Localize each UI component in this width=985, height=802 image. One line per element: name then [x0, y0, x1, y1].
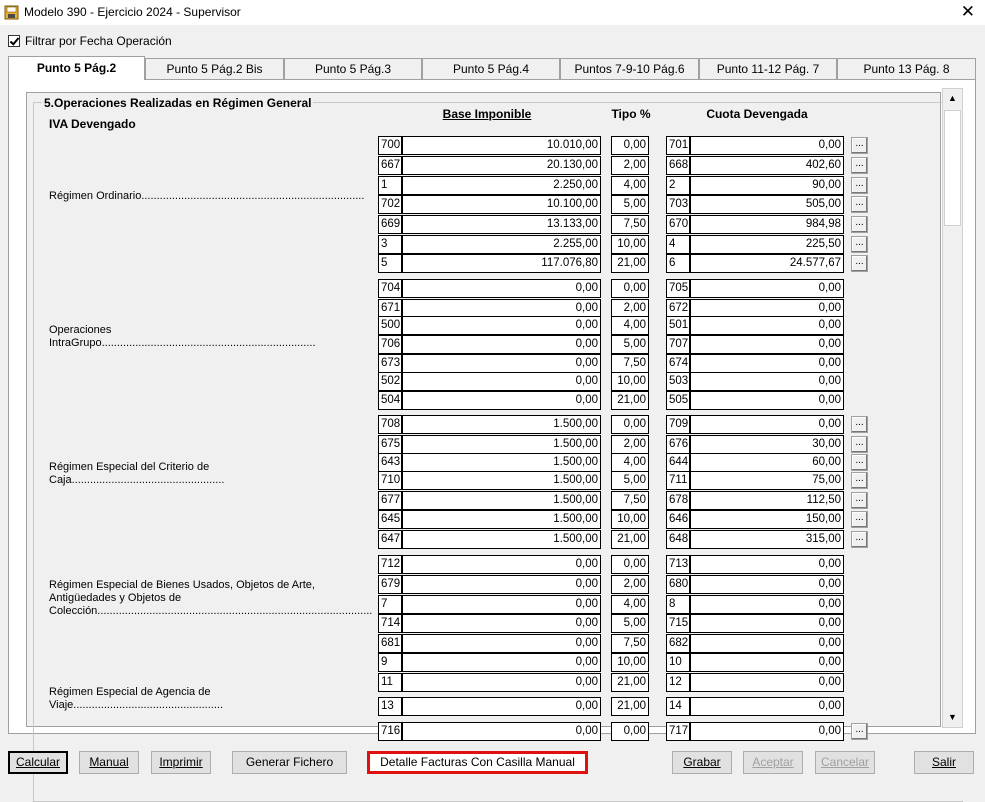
box-code: 646	[666, 510, 690, 529]
base-imponible-field[interactable]: 1.500,00	[402, 415, 601, 434]
box-code: 679	[378, 575, 402, 594]
box-code: 667	[378, 156, 402, 175]
box-code: 709	[666, 415, 690, 434]
base-imponible-field[interactable]: 0,00	[402, 391, 601, 410]
aceptar-button[interactable]: Aceptar	[743, 751, 803, 774]
base-imponible-field[interactable]: 1.500,00	[402, 435, 601, 454]
cuota-devengada-field[interactable]: 0,00	[690, 634, 844, 653]
tipo-field[interactable]: 2,00	[611, 156, 649, 175]
box-code: 500	[378, 316, 402, 335]
base-imponible-field[interactable]: 0,00	[402, 335, 601, 354]
base-imponible-field[interactable]: 2.255,00	[402, 235, 601, 254]
box-code: 711	[666, 471, 690, 490]
section-subtitle: IVA Devengado	[49, 117, 136, 131]
base-imponible-field[interactable]: 0,00	[402, 316, 601, 335]
box-code: 707	[666, 335, 690, 354]
cuota-devengada-field[interactable]: 225,50	[690, 235, 844, 254]
ellipsis-button[interactable]: ...	[851, 454, 868, 471]
box-code: 673	[378, 354, 402, 373]
tipo-field[interactable]: 0,00	[611, 555, 649, 574]
tipo-field[interactable]: 2,00	[611, 575, 649, 594]
scroll-down-icon[interactable]: ▼	[943, 708, 962, 727]
box-code: 14	[666, 697, 690, 716]
tipo-field[interactable]: 5,00	[611, 614, 649, 633]
base-imponible-field[interactable]: 1.500,00	[402, 510, 601, 529]
base-imponible-field[interactable]: 117.076,80	[402, 254, 601, 273]
box-code: 714	[378, 614, 402, 633]
label-operaciones-intragrupo: Operaciones IntraGrupo......................................................................	[49, 324, 316, 349]
tipo-field[interactable]: 4,00	[611, 316, 649, 335]
box-code: 2	[666, 176, 690, 195]
box-code: 712	[378, 555, 402, 574]
grabar-button[interactable]: Grabar	[672, 751, 732, 774]
base-imponible-field[interactable]: 0,00	[402, 299, 601, 318]
base-imponible-field[interactable]: 2.250,00	[402, 176, 601, 195]
cuota-devengada-field[interactable]: 0,00	[690, 595, 844, 614]
tipo-field[interactable]: 2,00	[611, 299, 649, 318]
tipo-field[interactable]: 0,00	[611, 722, 649, 741]
base-imponible-field[interactable]: 13.133,00	[402, 215, 601, 234]
cuota-devengada-field[interactable]: 0,00	[690, 316, 844, 335]
tab-strip	[8, 56, 976, 80]
cuota-devengada-field[interactable]: 75,00	[690, 471, 844, 490]
window-title: Modelo 390 - Ejercicio 2024 - Supervisor	[24, 5, 241, 19]
box-code: 669	[378, 215, 402, 234]
ellipsis-button[interactable]: ...	[851, 472, 868, 489]
box-code: 681	[378, 634, 402, 653]
base-imponible-field[interactable]: 0,00	[402, 634, 601, 653]
base-imponible-field[interactable]: 1.500,00	[402, 471, 601, 490]
tipo-field[interactable]: 5,00	[611, 195, 649, 214]
tab-panel	[8, 79, 976, 737]
ellipsis-button[interactable]: ...	[851, 137, 868, 154]
box-code: 503	[666, 372, 690, 391]
cuota-devengada-field[interactable]: 0,00	[690, 722, 844, 741]
tipo-field[interactable]: 21,00	[611, 254, 649, 273]
ellipsis-button[interactable]: ...	[851, 236, 868, 253]
filter-checkbox[interactable]	[8, 35, 20, 47]
box-code: 8	[666, 595, 690, 614]
box-code: 647	[378, 530, 402, 549]
scroll-up-icon[interactable]: ▲	[943, 89, 962, 108]
tipo-field[interactable]: 10,00	[611, 372, 649, 391]
tab-punto5-pag3[interactable]: Punto 5 Pág.3	[284, 58, 422, 79]
box-code: 6	[666, 254, 690, 273]
tab-punto5-pag2[interactable]: Punto 5 Pág.2	[8, 56, 145, 80]
box-code: 708	[378, 415, 402, 434]
tipo-field[interactable]: 7,50	[611, 634, 649, 653]
tipo-field[interactable]: 21,00	[611, 391, 649, 410]
base-imponible-field[interactable]: 0,00	[402, 575, 601, 594]
box-code: 680	[666, 575, 690, 594]
tipo-field[interactable]: 0,00	[611, 136, 649, 155]
base-imponible-field[interactable]: 0,00	[402, 614, 601, 633]
tab-puntos-7-9-10[interactable]: Puntos 7-9-10 Pág.6	[560, 58, 699, 79]
box-code: 671	[378, 299, 402, 318]
tipo-field[interactable]: 7,50	[611, 215, 649, 234]
section-title: 5.Operaciones Realizadas en Régimen General	[44, 96, 312, 110]
box-code: 716	[378, 722, 402, 741]
box-code: 677	[378, 491, 402, 510]
cuota-devengada-field[interactable]: 150,00	[690, 510, 844, 529]
box-code: 703	[666, 195, 690, 214]
base-imponible-field[interactable]: 0,00	[402, 722, 601, 741]
tipo-field[interactable]: 4,00	[611, 453, 649, 472]
base-imponible-field[interactable]: 0,00	[402, 279, 601, 298]
tipo-field[interactable]: 4,00	[611, 176, 649, 195]
box-code: 7	[378, 595, 402, 614]
box-code: 505	[666, 391, 690, 410]
cuota-devengada-field[interactable]: 0,00	[690, 673, 844, 692]
salir-button[interactable]: Salir	[914, 751, 974, 774]
cuota-devengada-field[interactable]: 0,00	[690, 354, 844, 373]
box-code: 1	[378, 176, 402, 195]
box-code: 645	[378, 510, 402, 529]
scroll-area	[26, 92, 941, 737]
tipo-field[interactable]: 21,00	[611, 530, 649, 549]
box-code: 678	[666, 491, 690, 510]
tipo-field[interactable]: 10,00	[611, 235, 649, 254]
base-imponible-field[interactable]: 1.500,00	[402, 491, 601, 510]
box-code: 668	[666, 156, 690, 175]
box-code: 701	[666, 136, 690, 155]
cuota-devengada-field[interactable]: 112,50	[690, 491, 844, 510]
tipo-field[interactable]: 0,00	[611, 415, 649, 434]
base-imponible-field[interactable]: 10.010,00	[402, 136, 601, 155]
box-code: 674	[666, 354, 690, 373]
tipo-field[interactable]: 7,50	[611, 491, 649, 510]
box-code: 675	[378, 435, 402, 454]
ellipsis-button[interactable]: ...	[851, 531, 868, 548]
tipo-field[interactable]: 7,50	[611, 354, 649, 373]
cuota-devengada-field[interactable]: 402,60	[690, 156, 844, 175]
cuota-devengada-field[interactable]: 0,00	[690, 653, 844, 672]
imprimir-button[interactable]: Imprimir	[151, 751, 211, 774]
label-regimen-ordinario: Régimen Ordinario.........................................................................	[49, 190, 365, 202]
cuota-devengada-field[interactable]: 0,00	[690, 555, 844, 574]
box-code: 11	[378, 673, 402, 692]
tipo-field[interactable]: 21,00	[611, 697, 649, 716]
cuota-devengada-field[interactable]: 90,00	[690, 176, 844, 195]
box-code: 702	[378, 195, 402, 214]
box-code: 705	[666, 279, 690, 298]
label-agencia-viaje: Régimen Especial de Agencia de Viaje.................................................	[49, 686, 224, 711]
base-imponible-field[interactable]: 0,00	[402, 372, 601, 391]
box-code: 706	[378, 335, 402, 354]
cuota-devengada-field[interactable]: 505,00	[690, 195, 844, 214]
tipo-field[interactable]: 5,00	[611, 335, 649, 354]
tipo-field[interactable]: 21,00	[611, 673, 649, 692]
tipo-field[interactable]: 10,00	[611, 653, 649, 672]
ellipsis-button[interactable]: ...	[851, 492, 868, 509]
col-header-cuota: Cuota Devengada	[706, 107, 808, 121]
app-icon	[4, 5, 19, 20]
cancelar-button[interactable]: Cancelar	[815, 751, 875, 774]
box-code: 13	[378, 697, 402, 716]
tipo-field[interactable]: 10,00	[611, 510, 649, 529]
cuota-devengada-field[interactable]: 984,98	[690, 215, 844, 234]
cuota-devengada-field[interactable]: 0,00	[690, 335, 844, 354]
box-code: 670	[666, 215, 690, 234]
cuota-devengada-field[interactable]: 0,00	[690, 372, 844, 391]
cuota-devengada-field[interactable]: 315,00	[690, 530, 844, 549]
scroll-thumb[interactable]	[944, 110, 961, 226]
box-code: 12	[666, 673, 690, 692]
box-code: 717	[666, 722, 690, 741]
ellipsis-button[interactable]: ...	[851, 216, 868, 233]
cuota-devengada-field[interactable]: 30,00	[690, 435, 844, 454]
tipo-field[interactable]: 4,00	[611, 595, 649, 614]
cuota-devengada-field[interactable]: 24.577,67	[690, 254, 844, 273]
cuota-devengada-field[interactable]: 0,00	[690, 391, 844, 410]
tipo-field[interactable]: 5,00	[611, 471, 649, 490]
base-imponible-field[interactable]: 20.130,00	[402, 156, 601, 175]
ellipsis-button[interactable]: ...	[851, 255, 868, 272]
col-header-tipo: Tipo %	[611, 107, 651, 121]
base-imponible-field[interactable]: 0,00	[402, 697, 601, 716]
ellipsis-button[interactable]: ...	[851, 436, 868, 453]
box-code: 704	[378, 279, 402, 298]
ellipsis-button[interactable]: ...	[851, 157, 868, 174]
vertical-scrollbar[interactable]	[942, 88, 963, 728]
box-code: 700	[378, 136, 402, 155]
tab-punto-11-12[interactable]: Punto 11-12 Pág. 7	[699, 58, 837, 79]
box-code: 502	[378, 372, 402, 391]
tipo-field[interactable]: 2,00	[611, 435, 649, 454]
label-bienes-usados: Régimen Especial de Bienes Usados, Objetos de Arte, Antigüedades y Objetos de Colección..........................................................................................	[49, 579, 373, 617]
box-code: 672	[666, 299, 690, 318]
filter-label[interactable]: Filtrar por Fecha Operación	[25, 34, 172, 48]
cuota-devengada-field[interactable]: 0,00	[690, 697, 844, 716]
close-icon[interactable]: ✕	[960, 2, 975, 21]
base-imponible-field[interactable]: 0,00	[402, 653, 601, 672]
calcular-button[interactable]: Calcular	[8, 751, 68, 774]
box-code: 715	[666, 614, 690, 633]
cuota-devengada-field[interactable]: 0,00	[690, 415, 844, 434]
base-imponible-field[interactable]: 1.500,00	[402, 530, 601, 549]
cuota-devengada-field[interactable]: 0,00	[690, 614, 844, 633]
box-code: 644	[666, 453, 690, 472]
detalle-facturas-button[interactable]: Detalle Facturas Con Casilla Manual	[367, 751, 588, 774]
box-code: 5	[378, 254, 402, 273]
base-imponible-field[interactable]: 0,00	[402, 595, 601, 614]
box-code: 504	[378, 391, 402, 410]
manual-button[interactable]: Manual	[79, 751, 139, 774]
box-code: 3	[378, 235, 402, 254]
base-imponible-field[interactable]: 1.500,00	[402, 453, 601, 472]
cuota-devengada-field[interactable]: 0,00	[690, 136, 844, 155]
base-imponible-field[interactable]: 0,00	[402, 555, 601, 574]
base-imponible-field[interactable]: 0,00	[402, 354, 601, 373]
box-code: 10	[666, 653, 690, 672]
box-code: 713	[666, 555, 690, 574]
cuota-devengada-field[interactable]: 0,00	[690, 299, 844, 318]
ellipsis-button[interactable]: ...	[851, 416, 868, 433]
box-code: 710	[378, 471, 402, 490]
base-imponible-field[interactable]: 10.100,00	[402, 195, 601, 214]
tipo-field[interactable]: 0,00	[611, 279, 649, 298]
filter-row	[8, 34, 172, 48]
ellipsis-button[interactable]: ...	[851, 511, 868, 528]
box-code: 648	[666, 530, 690, 549]
ellipsis-button[interactable]: ...	[851, 196, 868, 213]
generar-fichero-button[interactable]: Generar Fichero	[232, 751, 347, 774]
label-criterio-caja: Régimen Especial del Criterio de Caja..................................................	[49, 461, 225, 486]
cuota-devengada-field[interactable]: 60,00	[690, 453, 844, 472]
cuota-devengada-field[interactable]: 0,00	[690, 279, 844, 298]
col-header-base: Base Imponible	[442, 107, 532, 121]
tab-punto5-pag4[interactable]: Punto 5 Pág.4	[422, 58, 560, 79]
box-code: 682	[666, 634, 690, 653]
tab-punto-13[interactable]: Punto 13 Pág. 8	[837, 58, 976, 79]
box-code: 4	[666, 235, 690, 254]
box-code: 9	[378, 653, 402, 672]
base-imponible-field[interactable]: 0,00	[402, 673, 601, 692]
ellipsis-button[interactable]: ...	[851, 177, 868, 194]
box-code: 643	[378, 453, 402, 472]
ellipsis-button[interactable]: ...	[851, 723, 868, 740]
box-code: 501	[666, 316, 690, 335]
tab-punto5-pag2-bis[interactable]: Punto 5 Pág.2 Bis	[145, 58, 284, 79]
box-code: 676	[666, 435, 690, 454]
title-bar	[0, 0, 985, 25]
cuota-devengada-field[interactable]: 0,00	[690, 575, 844, 594]
